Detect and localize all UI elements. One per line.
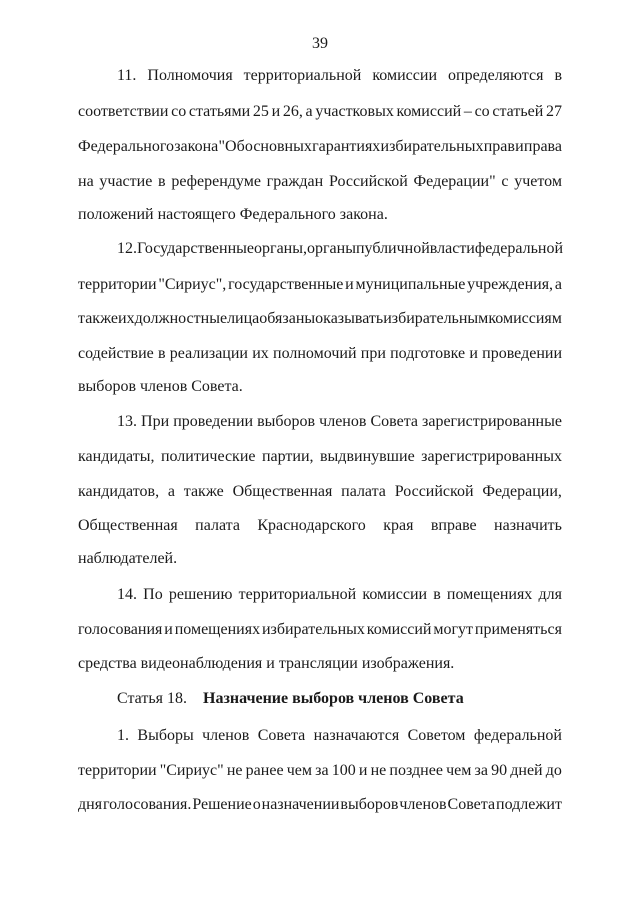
word: "Сириус", [158, 276, 227, 293]
word: со [171, 103, 187, 120]
text-line [78, 761, 562, 781]
word: государственные [228, 276, 344, 293]
word: Краснодарского [257, 517, 366, 534]
word: их [118, 310, 135, 327]
word: соответствии [78, 103, 169, 120]
word: а [554, 276, 562, 293]
word: 11. [117, 67, 137, 84]
word: Выборы [137, 727, 194, 744]
word: – [463, 103, 472, 120]
word: муниципальные [355, 276, 466, 293]
word: о [252, 796, 261, 813]
word: оказывать [315, 310, 384, 327]
word: Государственные [137, 240, 254, 257]
text-line [117, 585, 562, 605]
word: Федерального [78, 138, 175, 155]
word: и [271, 103, 281, 120]
word: публичной [355, 240, 430, 257]
text-line [78, 275, 562, 295]
word: и [164, 621, 173, 638]
word: "Об [218, 138, 245, 155]
word: голосования [78, 621, 163, 638]
word: Решение [192, 796, 252, 813]
word: обязаны [259, 310, 316, 327]
word: лица [227, 310, 260, 327]
word: при [360, 345, 386, 362]
word: референдуме [171, 173, 261, 190]
word: 90 [491, 762, 508, 779]
text-line: средства видеонаблюдения и трансляции изображения. [78, 655, 455, 672]
page-number: 39 [312, 35, 328, 52]
word: граждан [266, 173, 324, 190]
word: полномочий [273, 345, 357, 362]
word: на [78, 173, 94, 190]
word: помещениях [174, 621, 261, 638]
text-line: наблюдателей. [78, 550, 178, 567]
article-label: Статья 18. [117, 690, 187, 707]
text-line: положений настоящего Федерального закона. [78, 206, 388, 223]
word: голосования. [103, 796, 192, 813]
word: назначаются [313, 727, 400, 744]
word: в [158, 173, 166, 190]
word: не [370, 762, 387, 779]
word: дня [78, 796, 103, 813]
word: власти [429, 240, 475, 257]
word: до [545, 762, 562, 779]
word: могут [433, 621, 474, 638]
text-line [78, 137, 562, 157]
word: проведении [173, 413, 254, 430]
text-line [78, 795, 562, 815]
word: гарантиях [312, 138, 381, 155]
word: участковых [315, 103, 394, 120]
text-line [78, 102, 562, 122]
word: не [226, 762, 243, 779]
word: По [143, 586, 163, 603]
word: за [474, 762, 488, 779]
word: 12. [117, 240, 137, 257]
word: избирательным [383, 310, 489, 327]
word: членов [319, 413, 367, 430]
word: дней [510, 762, 543, 779]
word: края [383, 517, 414, 534]
word: При [141, 413, 170, 430]
word: подготовке [390, 345, 466, 362]
text-line [78, 447, 562, 467]
word: территориальной [243, 67, 362, 84]
word: их [252, 345, 269, 362]
word: 26, [282, 103, 303, 120]
word: учреждения, [467, 276, 554, 293]
word: Российской [328, 173, 408, 190]
word: 100 [331, 762, 356, 779]
word: а [305, 103, 313, 120]
word: 25 [252, 103, 269, 120]
text-line [78, 516, 562, 536]
word: реализации [169, 345, 248, 362]
text-line [78, 482, 562, 502]
word: участие [99, 173, 153, 190]
word: применяться [474, 621, 562, 638]
text-line [78, 344, 562, 364]
word: органы [306, 240, 356, 257]
text-line [78, 309, 562, 329]
word: комиссии [372, 67, 437, 84]
word: Совета [370, 413, 418, 430]
word: кандидаты, [78, 448, 155, 465]
word: федеральной [474, 240, 564, 257]
word: территории [78, 276, 157, 293]
article-title: Назначение выборов членов Совета [203, 690, 464, 707]
word: органы, [254, 240, 307, 257]
word: 27 [545, 103, 562, 120]
word: права [523, 138, 562, 155]
text-line [78, 620, 562, 640]
word: избирательных [261, 621, 365, 638]
word: закона [174, 138, 219, 155]
text-line [117, 66, 562, 86]
word: избирательных [380, 138, 484, 155]
word: определяются [448, 67, 544, 84]
word: 1. [117, 727, 129, 744]
word: со [474, 103, 490, 120]
word: назначить [494, 517, 562, 534]
word: для [538, 586, 562, 603]
word: и [469, 345, 478, 362]
word: также [183, 483, 224, 500]
text-line [117, 726, 562, 746]
word: Федерации" [413, 173, 496, 190]
word: Российской [394, 483, 474, 500]
word: прав [483, 138, 515, 155]
word: помещениях [446, 586, 533, 603]
word: Общественная [232, 483, 333, 500]
word: также [78, 310, 119, 327]
word: учетом [514, 173, 562, 190]
word: "Сириус" [159, 762, 224, 779]
word: зарегистрированных [421, 448, 562, 465]
word: с [501, 173, 509, 190]
word: зарегистрированные [422, 413, 562, 430]
word: Совета [447, 796, 496, 813]
word: и [345, 276, 354, 293]
word: и [358, 762, 368, 779]
word: в [554, 67, 562, 84]
word: проведении [482, 345, 562, 362]
word: выдвинувшие [320, 448, 415, 465]
word: палата [195, 517, 240, 534]
word: комиссиям [488, 310, 562, 327]
word: за [315, 762, 329, 779]
word: кандидатов, [78, 483, 160, 500]
text-line [117, 412, 562, 432]
word: Полномочия [147, 67, 233, 84]
word: членов [399, 796, 447, 813]
word: статьей [492, 103, 544, 120]
text-line [78, 172, 562, 192]
word: политические [160, 448, 256, 465]
word: содействие [78, 345, 154, 362]
word: 13. [117, 413, 137, 430]
word: комиссии [362, 586, 428, 603]
word: выборов [340, 796, 399, 813]
word: Советом [407, 727, 466, 744]
word: 14. [117, 586, 137, 603]
word: чем [286, 762, 312, 779]
word: вправе [430, 517, 477, 534]
word: Общественная [78, 517, 178, 534]
word: ранее [245, 762, 284, 779]
word: территориальной [238, 586, 357, 603]
word: членов [202, 727, 250, 744]
word: Совета [257, 727, 306, 744]
text-line [117, 239, 562, 259]
word: подлежит [496, 796, 562, 813]
word: федеральной [473, 727, 562, 744]
word: и [515, 138, 524, 155]
word: комиссий [396, 103, 462, 120]
word: в [158, 345, 166, 362]
word: в [433, 586, 441, 603]
word: решению [168, 586, 233, 603]
word: статьями [188, 103, 251, 120]
word: позднее [389, 762, 443, 779]
word: чем [446, 762, 472, 779]
word: комиссий [366, 621, 432, 638]
word: палата [341, 483, 386, 500]
word: Федерации, [482, 483, 562, 500]
article-heading [117, 689, 464, 709]
word: назначении [261, 796, 340, 813]
word: выборов [257, 413, 316, 430]
text-line: выборов членов Совета. [78, 378, 243, 395]
word: основных [244, 138, 312, 155]
word: партии, [261, 448, 314, 465]
word: должностные [134, 310, 228, 327]
word: а [167, 483, 175, 500]
word: территории [78, 762, 157, 779]
